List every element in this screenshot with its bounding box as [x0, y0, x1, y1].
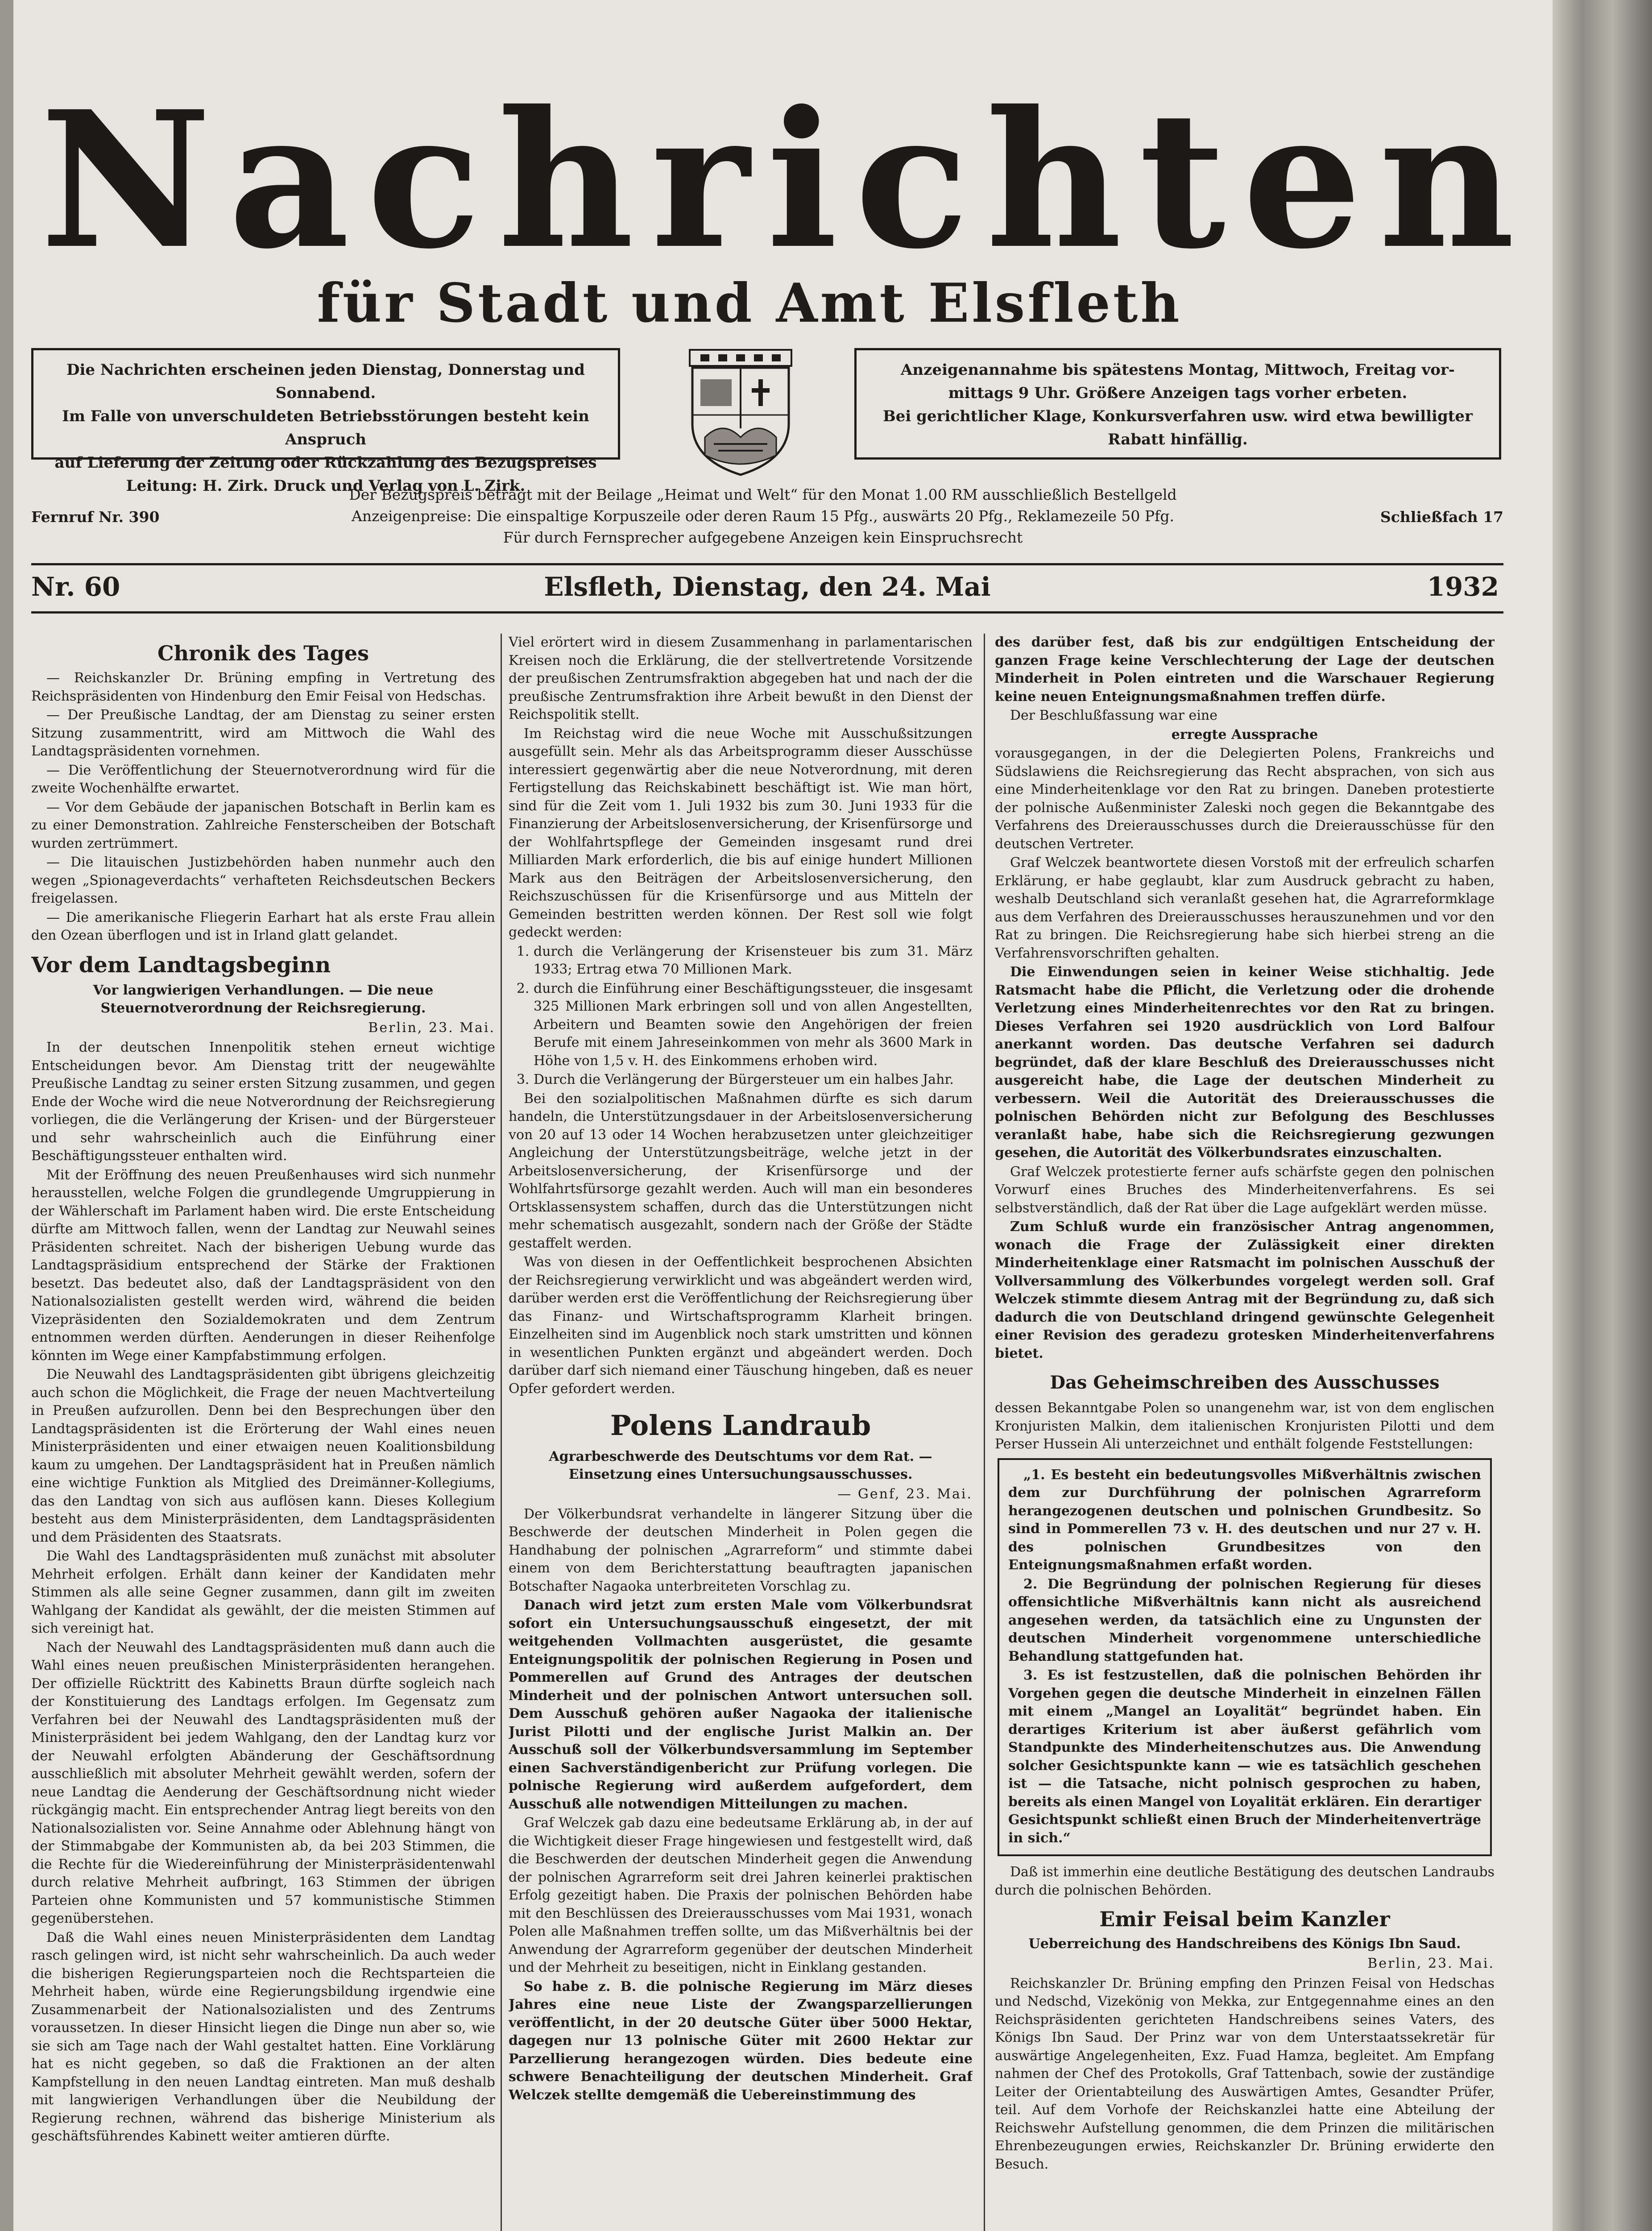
article-center-line: erregte Aussprache	[1171, 726, 1318, 742]
article-dateline: Berlin, 23. Mai.	[1367, 1956, 1495, 1971]
masthead-subtitle: für Stadt und Amt Elsfleth	[317, 272, 1182, 335]
article-paragraph: Graf Welczek protestierte ferner aufs schärfste gegen den polnischen Vorwurf eines Bruches des Minderheitenverfahrens. Es sei selbstverständlich, daß der Rat über die Lage aufgeklärt werden müsse.	[995, 1164, 1495, 1216]
article-dateline: Berlin, 23. Mai.	[368, 1020, 495, 1036]
article-dateline: — Genf, 23. Mai.	[837, 1486, 973, 1502]
info-line: mittags 9 Uhr. Größere Anzeigen tags vorher erbeten.	[948, 384, 1408, 402]
article-paragraph: Die Neuwahl des Landtagspräsidenten gibt übrigens gleichzeitig auch schon die Möglichkeit, die Frage der neuen Machtverteilung in Preußen aufzurollen. Denn bei den Besprechungen über den Landtagspräsidenten ist die Erörterung der Wahl eines neuen Ministerpräsidenten und einer etwaigen neuen Koalitionsbildung kaum zu umgehen. Der Landtagspräsident hat in Preußen nämlich eine wichtige Funktion als Mitglied des Dreimänner-Kollegiums, das den Landtag von sich aus auflösen kann. Dieses Kollegium besteht aus dem Ministerpräsidenten, dem Landtagspräsidenten und dem Präsidenten des Staatsrats.	[31, 1367, 495, 1545]
advertising-info-box	[854, 348, 1501, 460]
article-paragraph: dessen Bekanntgabe Polen so unangenehm war, ist von dem englischen Kronjuristen Malkin, dem italienischen Kronjuristen Pilotti und dem Perser Hussein Ali unterzeichnet und enthält folgende Feststellungen:	[995, 1400, 1495, 1452]
article-headline: Emir Feisal beim Kanzler	[1099, 1907, 1390, 1931]
list-item: 2. durch die Einführung einer Beschäftigungssteuer, die insgesamt 325 Millionen Mark erbringen soll und von allen Angestellten, Arbeitern und Beamten sowie den Angehörigen der freien Berufe mit einem Jahreseinkommen von mehr als 3600 Mark in Höhe von 1,5 v. H. des Einkommens erhoben wird.	[534, 980, 973, 1070]
measures-list	[509, 943, 973, 1089]
info-line: Bei gerichtlicher Klage, Konkursverfahren usw. wird etwa bewilligter	[883, 407, 1473, 425]
article-paragraph: Reichskanzler Dr. Brüning empfing den Prinzen Feisal von Hedschas und Nedschd, Vizekönig von Mekka, zur Entgegennahme eines an den Reichspräsidenten gerichteten Handschreibens seines Vaters, des Königs Ibn Saud. Der Prinz war von dem Unterstaatssekretär für auswärtige Angelegenheiten, Exz. Fuad Hamza, begleitet. Am Empfang nahmen der Chef des Protokolls, Graf Tattenbach, sowie der zuständige Leiter der Orientabteilung des Auswärtigen Amtes, Gesandter Prüfer, teil. Auf dem Vorhofe der Reichskanzlei hatte eine Abteilung der Reichswehr Aufstellung genommen, die dem Prinzen die militärischen Ehrenbezeugungen erwies, Reichskanzler Dr. Brüning erwiderte den Besuch.	[995, 1975, 1495, 2172]
scan-left-edge	[0, 0, 13, 2231]
article-subhead: Vor langwierigen Verhandlungen. — Die neue Steuernotverordnung der Reichsregierung.	[93, 982, 434, 1016]
issue-date: Elsfleth, Dienstag, den 24. Mai	[544, 572, 991, 602]
header-rule	[31, 563, 1503, 565]
article-paragraph: des darüber fest, daß bis zur endgültigen Entscheidung der ganzen Frage keine Verschlechterung der Lage der deutschen Minderheit in Polen eintreten und die Warschauer Regierung keine neuen Enteignungsmaßnahmen treffen dürfe.	[995, 634, 1495, 705]
article-subhead: Ueberreichung des Handschreibens des Königs Ibn Saud.	[1028, 1936, 1461, 1952]
article-headline: Polens Landraub	[610, 1409, 871, 1442]
column-2	[509, 634, 973, 2231]
info-line: Die Nachrichten erscheinen jeden Dienstag, Donnerstag und Sonnabend.	[66, 361, 585, 402]
issue-year: 1932	[1427, 572, 1499, 602]
article-headline: Vor dem Landtagsbeginn	[31, 952, 331, 978]
phone-number: Fernruf Nr. 390	[31, 508, 160, 526]
publication-info-box	[31, 348, 620, 495]
article-paragraph: Viel erörtert wird in diesem Zusammenhang in parlamentarischen Kreisen noch die Erklärung, die der stellvertretende Vorsitzende der preußischen Zentrumsfraktion abgegeben hat und nach der die preußische Zentrumsfraktion ihre Arbeit bewußt in den Dienst der Reichspolitik stellt.	[509, 634, 973, 722]
list-item: 3. Durch die Verlängerung der Bürgersteuer um ein halbes Jahr.	[534, 1071, 973, 1089]
column-3	[995, 634, 1495, 2231]
list-item: 1. durch die Verlängerung der Krisensteuer bis zum 31. März 1933; Ertrag etwa 70 Millionen Mark.	[534, 943, 973, 979]
info-line: Anzeigenannahme bis spätestens Montag, Mittwoch, Freitag vor-	[901, 361, 1455, 379]
article-paragraph: So habe z. B. die polnische Regierung im März dieses Jahres eine neue Liste der Zwangsparzellierungen veröffentlicht, in der 20 deutsche Güter über 5000 Hektar, dagegen nur 13 polnische Güter mit 2600 Hektar zur Parzellierung herangezogen würden. Dies bedeute eine schwere Benachteiligung der deutschen Minderheit. Graf Welczek stellte demgemäß die Uebereinstimmung des	[509, 1978, 973, 2103]
article-paragraph: Die Einwendungen seien in keiner Weise stichhaltig. Jede Ratsmacht habe die Pflicht, die Verletzung oder die drohende Verletzung eines Minderheitenrechtes vor den Rat zu bringen. Dieses Verfahren sei 1920 ausdrücklich von Lord Balfour anerkannt worden. Das deutsche Verfahren sei dadurch begründet, daß der klare Beschluß des Dreierausschusses nicht ausgereicht habe, die Lage der deutschen Minderheit zu verbessern. Weil die Autorität des Dreierausschusses die polnischen Behörden nicht zur Befolgung des Beschlusses veranlaßt habe, habe sich die Reichsregierung gezwungen gesehen, die Autorität des Völkerbundsrates einzuschalten.	[995, 964, 1495, 1161]
finding-item: 2. Die Begründung der polnischen Regierung für dieses offensichtliche Mißverhältnis kann nicht als ausreichend angesehen werden, da tatsächlich eine zu Ungunsten der deutschen Minderheit vorgenommene unterschiedliche Behandlung stattgefunden hat.	[1008, 1576, 1481, 1664]
info-line: Im Falle von unverschuldeten Betriebsstörungen besteht kein Anspruch	[62, 407, 589, 448]
quoted-findings-box	[998, 1458, 1492, 1857]
newspaper-page	[13, 0, 1553, 2231]
article-paragraph: In der deutschen Innenpolitik stehen erneut wichtige Entscheidungen bevor. Am Dienstag tritt der neugewählte Preußische Landtag zu seiner ersten Sitzung zusammen, und gegen Ende der Woche wird die neue Notverordnung der Reichsregierung vorliegen, die die Verlängerung der Krisen- und der Bürgersteuer und sehr wahrscheinlich auch die Einführung einer Beschäftigungssteuer enthalten wird.	[31, 1040, 495, 1164]
article-paragraph: Der Völkerbundsrat verhandelte in längerer Sitzung über die Beschwerde der deutschen Minderheit in Polen gegen die Handhabung der polnischen „Agrarreform“ und stimmte dabei einem von dem Berichterstattung beauftragten japanischen Botschafter Nagaoka unterbreiteten Vorschlag zu.	[509, 1506, 973, 1594]
article-paragraph: Graf Welczek gab dazu eine bedeutsame Erklärung ab, in der auf die Wichtigkeit dieser Frage hingewiesen und festgestellt wird, daß die Beschwerden der deutschen Minderheit gegen die Anwendung der polnischen Agrarreform seit drei Jahren keinerlei praktischen Erfolg gezeitigt haben. Die Praxis der polnischen Behörden habe mit den Beschlüssen des Dreierausschusses vom Mai 1931, wonach Polen alle Maßnahmen treffen sollte, um das Mißverhältnis bei der Anwendung der Agrarreform gegenüber der deutschen Minderheit und der Mehrheit zu beseitigen, nicht in Einklang gestanden.	[509, 1815, 973, 1975]
article-paragraph: Graf Welczek beantwortete diesen Vorstoß mit der erfreulich scharfen Erklärung, er habe geglaubt, klar zum Ausdruck gebracht zu haben, weshalb Deutschland sich veranlaßt gesehen hat, die Agrarreformklage aus dem Verfahren des Dreierausschusses herauszunehmen und vor den Rat zu bringen. Die Reichsregierung habe sich hierbei streng an die Verfahrensvorschriften gehalten.	[995, 855, 1495, 961]
article-paragraph: Bei den sozialpolitischen Maßnahmen dürfte es sich darum handeln, die Unterstützungsdauer in der Arbeitslosenversicherung von 20 auf 13 oder 14 Wochen herabzusetzen unter gleichzeitiger Angleichung der Unterstützungsbeiträge, welche jetzt in der Arbeitslosenversicherung, der Krisenfürsorge und der Wohlfahrtsfürsorge gezahlt werden. Auch will man ein besonderes Ortsklassensystem schaffen, durch das die Unterstützungen nicht mehr schematisch ausgezahlt, sondern nach der Größe der Städte gestaffelt werden.	[509, 1091, 973, 1251]
subscription-info	[31, 484, 1503, 556]
article-paragraph: Mit der Eröffnung des neuen Preußenhauses wird sich nunmehr herausstellen, welche Folgen die grundlegende Umgruppierung in der Wählerschaft im Parlament haben wird. Die erste Entscheidung dürfte am Mittwoch fallen, wenn der Landtag zur Neuwahl seines Präsidenten schreitet. Nach der bisherigen Uebung wurde das Landtagspräsidium entsprechend der Stärke der Fraktionen besetzt. Das bedeutet also, daß der Landtagspräsident von den Nationalsozialisten gestellt werden wird, während die beiden Vizepräsidenten den Sozialdemokraten und dem Zentrum entnommen werden dürften. Aenderungen in dieser Reihenfolge könnten im Wege einer Kampfabstimmung erfolgen.	[31, 1167, 495, 1364]
meta-line: Anzeigenpreise: Die einspaltige Korpuszeile oder deren Raum 15 Pfg., auswärts 20 Pfg., Reklamezeile 50 Pfg.	[352, 507, 1174, 525]
chronik-item: — Die Veröffentlichung der Steuernotverordnung wird für die zweite Wochenhälfte erwartet.	[31, 762, 495, 796]
masthead-title: Nachrichten	[40, 70, 1532, 290]
article-paragraph: Im Reichstag wird die neue Woche mit Ausschußsitzungen ausgefüllt sein. Mehr als das Arbeitsprogramm dieser Ausschüsse interessiert gegenwärtig aber die neue Notverordnung, mit deren Fertigstellung das Reichskabinett beschäftigt ist. Wie man hört, sind für die Zeit vom 1. Juli 1932 bis zum 30. Juni 1933 für die Finanzierung der Arbeitslosenversicherung, der Krisenfürsorge und der Wohlfahrtspflege der Gemeinden insgesamt rund drei Milliarden Mark erforderlich, die bis auf einige hundert Millionen Mark aus den Beiträgen der Arbeitslosenversicherung, den Reichszuschüssen für die Krisenfürsorge und aus Mitteln der Gemeinden bestritten werden können. Der Rest soll wie folgt gedeckt werden:	[509, 726, 973, 940]
chronik-item: — Reichskanzler Dr. Brüning empfing in Vertretung des Reichspräsidenten von Hindenburg den Emir Feisal von Hedschas.	[31, 670, 495, 704]
chronik-item: — Vor dem Gebäude der japanischen Botschaft in Berlin kam es zu einer Demonstration. Zahlreiche Fensterscheiben der Botschaft wurden zertrümmert.	[31, 799, 495, 851]
article-paragraph: Was von diesen in der Oeffentlichkeit besprochenen Absichten der Reichsregierung verwirklicht und was abgeändert werden wird, darüber werden erst die Veröffentlichung der Reichsregierung über das Finanz- und Wirtschaftsprogramm Klarheit bringen. Einzelheiten sind im Augenblick noch stark umstritten und können in wesentlichen Punkten ergänzt und abgeändert werden. Doch darüber darf sich niemand einer Täuschung hingeben, daß es neuer Opfer gefordert werden.	[509, 1254, 973, 1397]
town-coat-of-arms-icon	[687, 348, 794, 477]
article-paragraph: Danach wird jetzt zum ersten Male vom Völkerbundsrat sofort ein Untersuchungsausschuß eingesetzt, der mit weitgehenden Vollmachten ausgerüstet, die gesamte Enteignungspolitik der polnischen Regierung in Posen und Pommerellen auf Grund des Antrages der deutschen Minderheit und der polnischen Antwort untersuchen soll. Dem Ausschuß gehören außer Nagaoka der italienische Jurist Pilotti und der englische Jurist Malkin an. Der Ausschuß soll der Völkerbundsversammlung im September einen Sachverständigenbericht zur Prüfung vorlegen. Die polnische Regierung wird außerdem aufgefordert, dem Ausschuß alle notwendigen Mitteilungen zu machen.	[509, 1597, 973, 1812]
column-divider	[984, 634, 985, 2231]
finding-item: „1. Es besteht ein bedeutungsvolles Mißverhältnis zwischen dem zur Durchführung der polnischen Agrarreform herangezogenen deutschen und polnischen Grundbesitz. So sind in Pommerellen 73 v. H. des deutschen und nur 27 v. H. des polnischen Grundbesitzes von den Enteignungsmaßnahmen erfaßt worden.	[1008, 1467, 1481, 1573]
chronik-item: — Die amerikanische Fliegerin Earhart hat als erste Frau allein den Ozean überflogen und ist in Irland glatt gelandet.	[31, 909, 495, 943]
info-line: auf Lieferung der Zeitung oder Rückzahlung des Bezugspreises	[54, 454, 597, 472]
book-binding	[1553, 0, 1652, 2231]
meta-line: Der Bezugspreis beträgt mit der Beilage „Heimat und Welt“ für den Monat 1.00 RM ausschließlich Bestellgeld	[349, 486, 1177, 503]
article-paragraph: vorausgegangen, in der die Delegierten Polens, Frankreichs und Südslawiens die Reichsregierung das Recht absprachen, von sich aus eine Minderheitenklage vor den Rat zu bringen. Daneben protestierte der polnische Außenminister Zaleski noch gegen die Bekanntgabe des Verfahrens des Dreierausschusses durch die Dreierausschüsse für den deutschen Vertreter.	[995, 746, 1495, 852]
article-paragraph: Nach der Neuwahl des Landtagspräsidenten muß dann auch die Wahl eines neuen preußischen Ministerpräsidenten herangehen. Der offizielle Rücktritt des Kabinetts Braun dürfte sogleich nach der Konstituierung des Landtags erfolgen. Im Gegensatz zum Verfahren bei der Neuwahl des Landtagspräsidenten muß der Ministerpräsident bei jedem Wahlgang, den der Landtag kurz vor der Neuwahl erfolgten Abänderung der Geschäftsordnung ausschließlich mit absoluter Mehrheit gewählt werden, sofern der neue Landtag die Aenderung der Geschäftsordnung nicht wieder rückgängig macht. Ein entsprechender Antrag liegt bereits von den Nationalsozialisten vor. Seine Annahme oder Ablehnung hängt von der Stimmabgabe der Kommunisten ab, da bei 203 Stimmen, die die Rechte für die Wiedereinführung der Ministerpräsidentenwahl durch relative Mehrheit aufbringt, 163 Stimmen der übrigen Parteien ohne Kommunisten und 57 kommunistische Stimmen gegenüberstehen.	[31, 1639, 495, 1926]
article-paragraph: Die Wahl des Landtagspräsidenten muß zunächst mit absoluter Mehrheit erfolgen. Erhält dann keiner der Kandidaten mehr Stimmen als alle seine Gegner zusammen, dann gilt im zweiten Wahlgang der Kandidat als gewählt, der die meisten Stimmen auf sich vereinigt hat.	[31, 1548, 495, 1636]
article-subhead: Agrarbeschwerde des Deutschtums vor dem Rat. — Einsetzung eines Untersuchungsausschusses.	[549, 1449, 932, 1482]
column-divider	[501, 634, 502, 2231]
header-rule	[31, 611, 1503, 614]
column-1	[31, 634, 495, 2231]
chronik-item: — Die litauischen Justizbehörden haben nunmehr auch den wegen „Spionageverdachts“ verhafteten Reichsdeutschen Beckers freigelassen.	[31, 854, 495, 906]
article-paragraph: Der Beschlußfassung war eine	[1010, 708, 1217, 723]
info-line: Leitung: H. Zirk. Druck und Verlag von L. Zirk.	[126, 477, 526, 495]
chronik-item: — Der Preußische Landtag, der am Dienstag zu seiner ersten Sitzung zusammentritt, wird am Mittwoch die Wahl des Landtagspräsidenten vornehmen.	[31, 707, 495, 759]
article-paragraph: Zum Schluß wurde ein französischer Antrag angenommen, wonach die Frage der Zulässigkeit einer direkten Minderheitenklage einer Ratsmacht im polnischen Ausschuß der Vollversammlung des Völkerbundes vorgelegt werden soll. Graf Welczek stimmte diesem Antrag mit der Begründung zu, daß sich dadurch die von Deutschland dringend gewünschte Gelegenheit einer Revision des geradezu grotesken Minderheitenverfahrens bietet.	[995, 1219, 1495, 1361]
article-paragraph: Daß die Wahl eines neuen Ministerpräsidenten dem Landtag rasch gelingen wird, ist nicht sehr wahrscheinlich. Da auch weder die bisherigen Regierungsparteien noch die Rechtsparteien die Mehrheit haben, würde eine Regierungsbildung irgendwie eine Zusammenarbeit der Nationalsozialisten und des Zentrums voraussetzen. In dieser Hinsicht liegen die Dinge nun aber so, wie sie sich am Tage nach der Wahl gestaltet hatten. Eine Vorklärung hat es nicht gegeben, so daß die Fraktionen an der alten Kampfstellung in den neuen Landtag eintreten. Man muß deshalb mit langwierigen Verhandlungen über die Neubildung der Regierung rechnen, während das bisherige Ministerium als geschäftsführendes Kabinett weiter amtieren dürfte.	[31, 1929, 495, 2144]
issue-number: Nr. 60	[31, 572, 120, 602]
article-paragraph: Daß ist immerhin eine deutliche Bestätigung des deutschen Landraubs durch die polnischen Behörden.	[995, 1864, 1495, 1898]
finding-item: 3. Es ist festzustellen, daß die polnischen Behörden ihr Vorgehen gegen die deutsche Minderheit in einzelnen Fällen mit einem „Mangel an Loyalität“ begründet haben. Ein derartiges Kriterium ist aber äußerst gefährlich vom Standpunkte des Minderheitenschutzes aus. Die Anwendung solcher Gesichtspunkte kann — wie es tatsächlich geschehen ist — die Tatsache, nicht polnisch gesprochen zu haben, bereits als einen Mangel von Loyalität erklären. Ein derartiger Gesichtspunkt schließt einen Bruch der Minderheitenverträge in sich.“	[1008, 1667, 1481, 1846]
section-headline: Das Geheimschreiben des Ausschusses	[1050, 1372, 1440, 1393]
postbox-number: Schließfach 17	[1380, 508, 1503, 526]
chronik-headline: Chronik des Tages	[157, 641, 369, 665]
meta-line: Für durch Fernsprecher aufgegebene Anzeigen kein Einspruchsrecht	[503, 529, 1023, 546]
issue-line	[31, 569, 1503, 605]
info-line: Rabatt hinfällig.	[1108, 431, 1248, 448]
